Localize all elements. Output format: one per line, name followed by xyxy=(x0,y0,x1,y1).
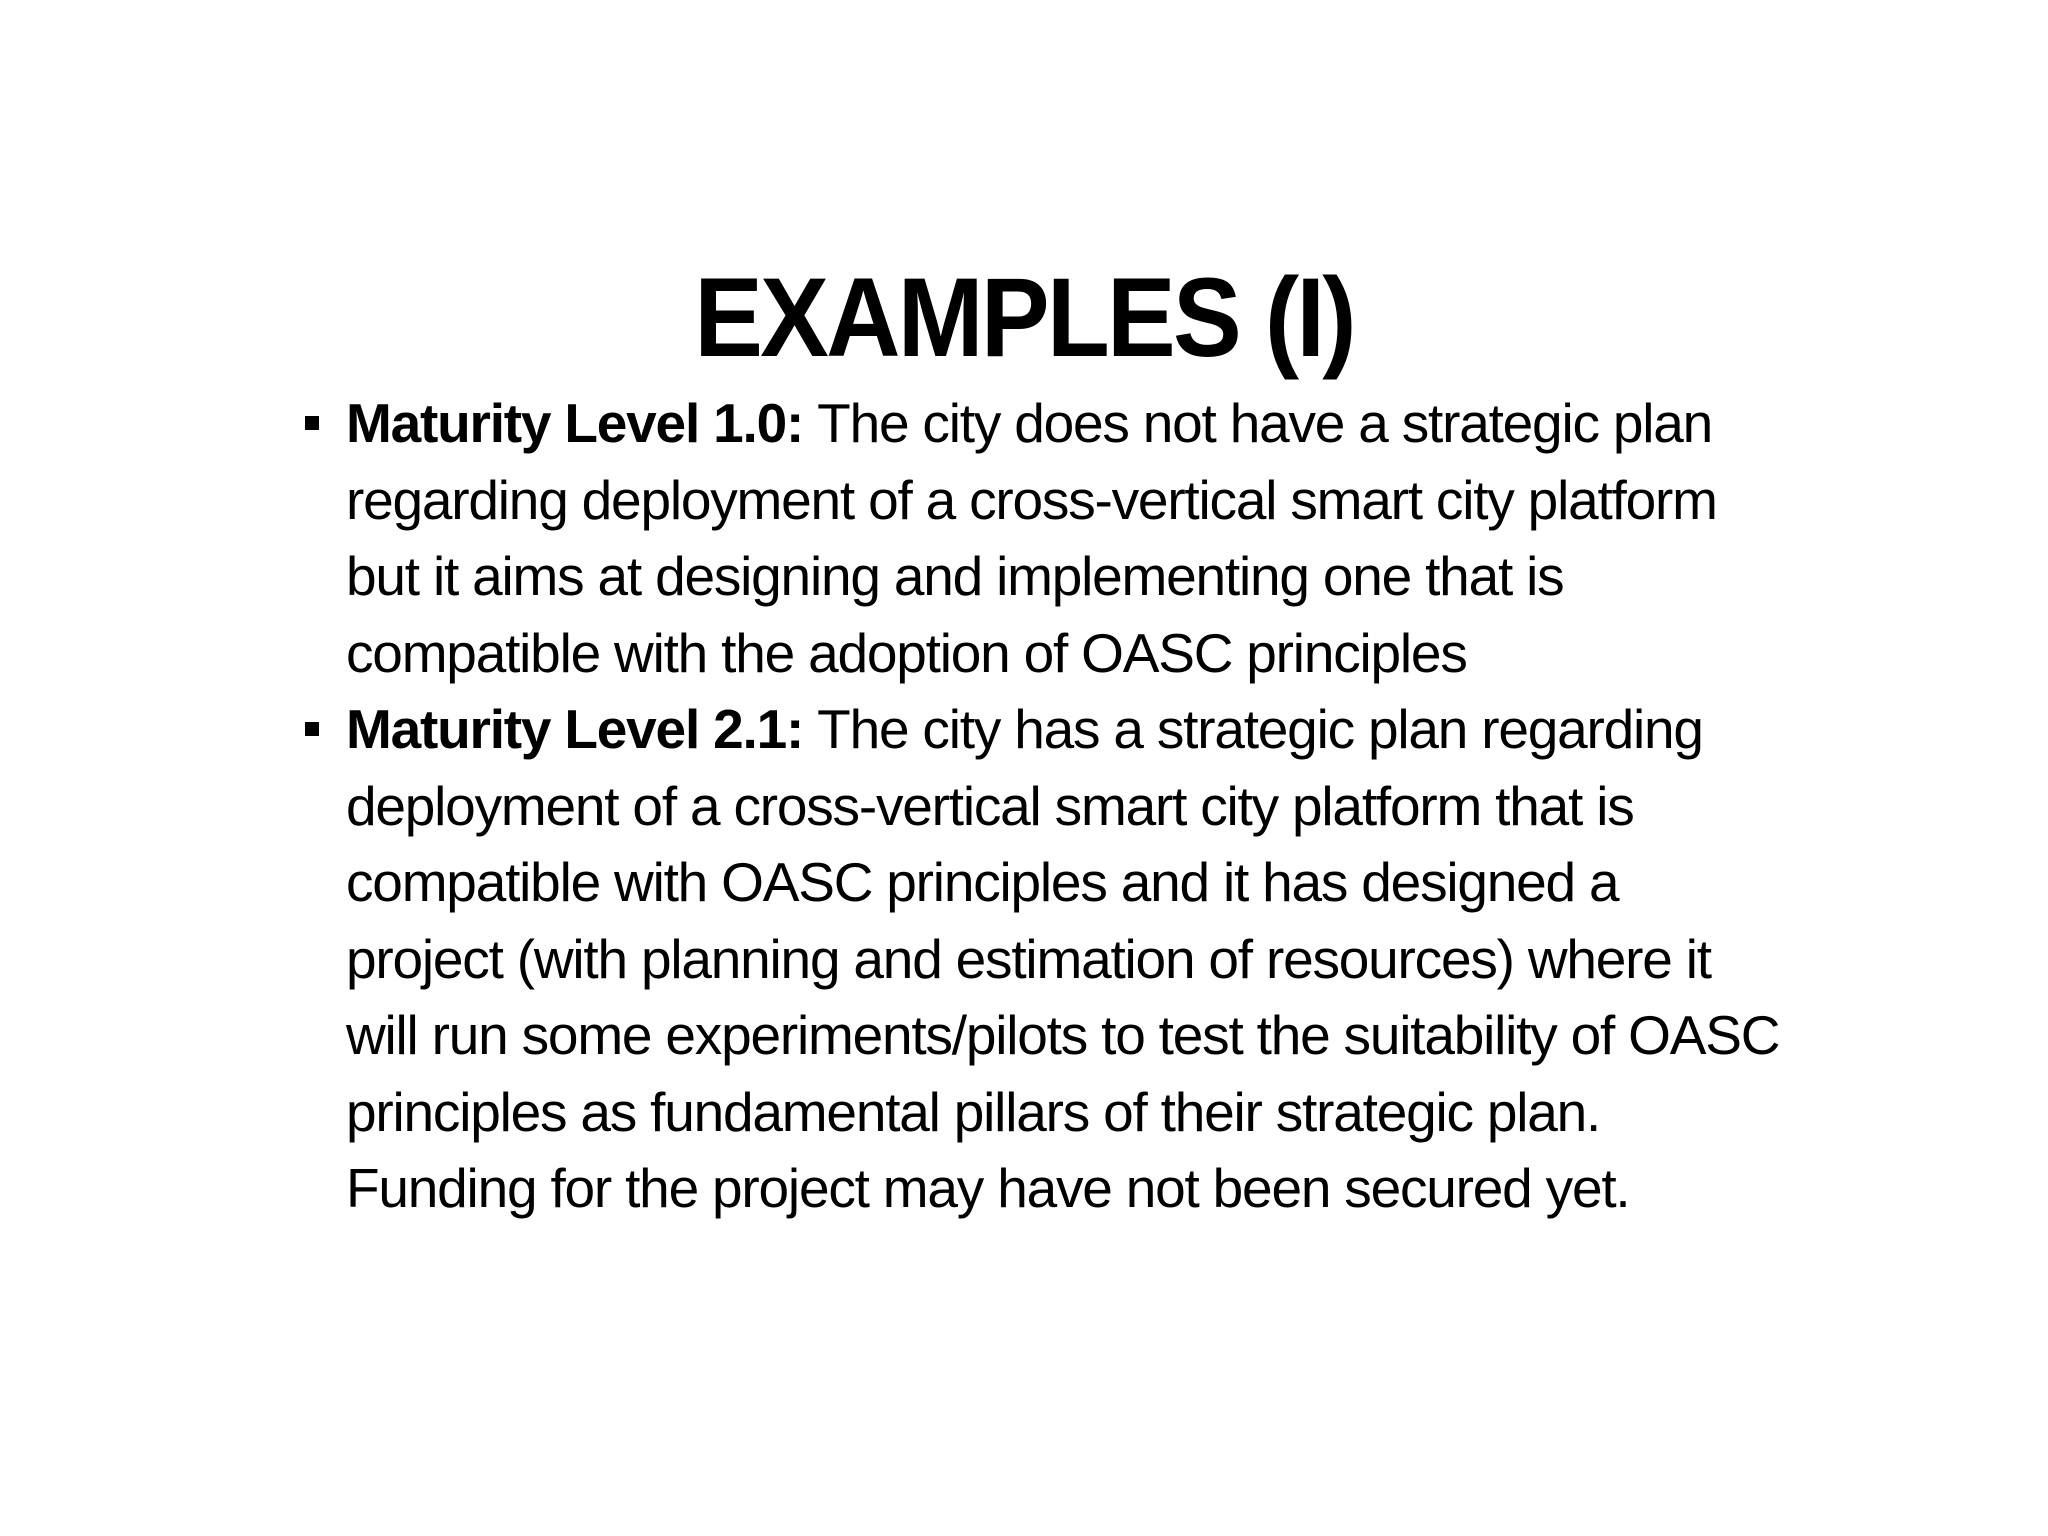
bullet-list xyxy=(298,385,1788,1227)
bullet-label: Maturity Level 1.0: xyxy=(346,392,818,454)
bullet-label: Maturity Level 2.1: xyxy=(346,698,818,760)
bullet-item-maturity-2-1 xyxy=(298,691,1788,1227)
slide-title: EXAMPLES (I) xyxy=(694,255,1354,381)
bullet-text: The city does not have a strategic plan regarding deployment of a cross-vertical smart city platform but it aims at designing and implementing one that is compatible with the adoption of OASC principles xyxy=(346,392,1717,684)
bullet-text: The city has a strategic plan regarding deployment of a cross-vertical smart city platform that is compatible with OASC principles and it has designed a project (with planning and estimation of resources) where it will run some experiments/pilots to test the suitability of OASC principles as fundamental pillars of their strategic plan. Funding for the project may have not been secured yet. xyxy=(346,698,1780,1219)
square-bullet-icon xyxy=(305,722,319,736)
bullet-item-maturity-1-0 xyxy=(298,385,1788,691)
square-bullet-icon xyxy=(305,416,319,430)
